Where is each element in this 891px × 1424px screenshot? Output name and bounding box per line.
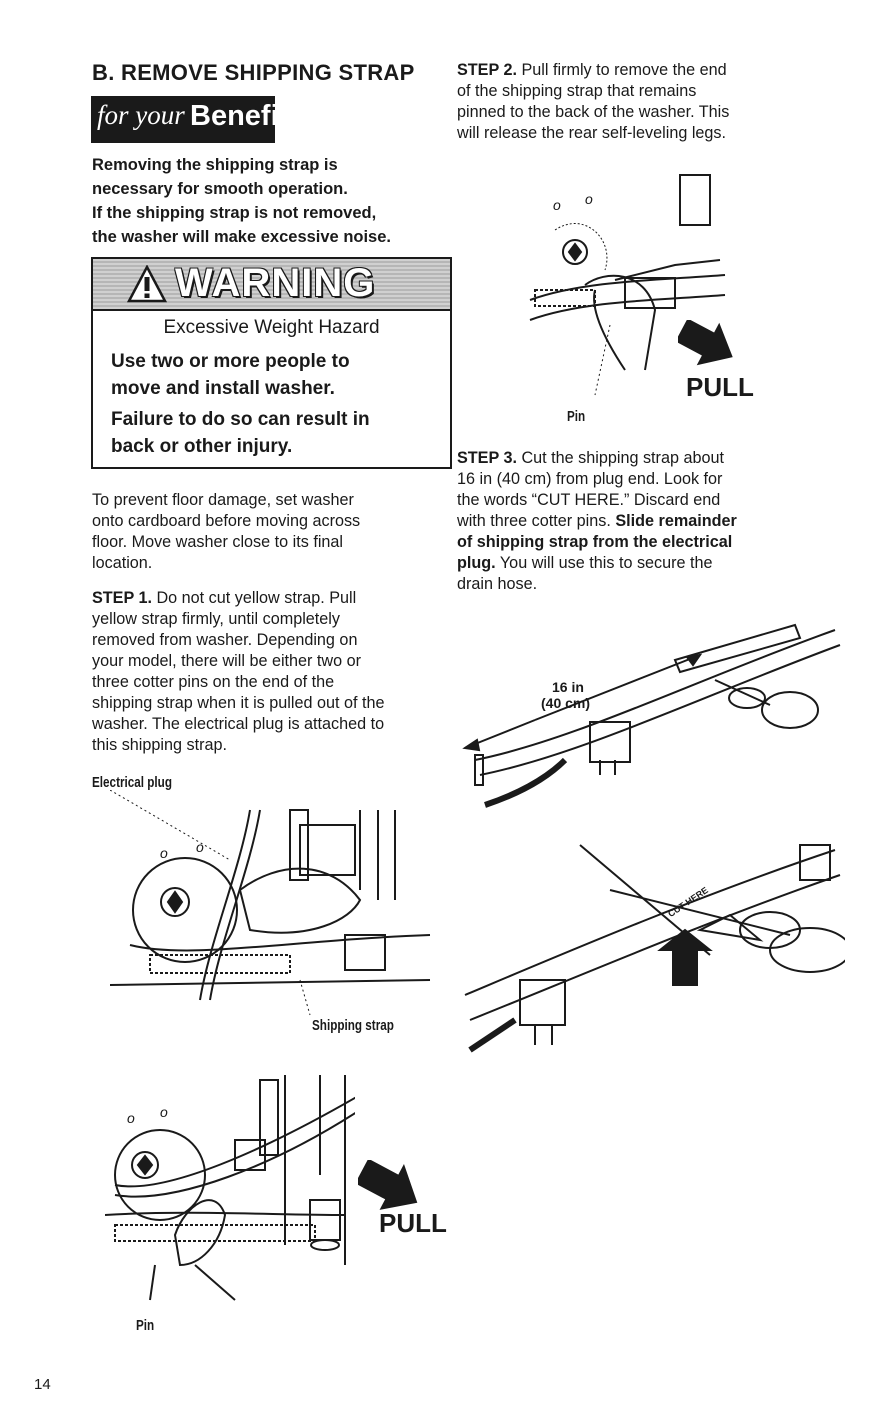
- text-line: Cut the shipping strap about: [516, 449, 724, 467]
- intro-paragraph: [92, 490, 464, 574]
- benefit-underline: [91, 140, 275, 143]
- benefit-word: Benefit: [190, 100, 289, 132]
- step1-paragraph: [92, 588, 464, 756]
- svg-text:o: o: [585, 191, 593, 207]
- text-line: onto cardboard before moving across: [92, 512, 361, 530]
- warning-triangle-icon: [127, 265, 167, 303]
- washer-strap-illustration: [110, 790, 440, 1020]
- benefit-line: necessary for smooth operation.: [92, 180, 348, 198]
- step2-paragraph: [457, 60, 837, 144]
- warning-line: Failure to do so can result in: [111, 409, 370, 430]
- warning-subtitle: Excessive Weight Hazard: [163, 317, 380, 338]
- benefit-line: If the shipping strap is not removed,: [92, 204, 377, 222]
- benefit-line: the washer will make excessive noise.: [92, 228, 391, 246]
- pull-label: PULL: [686, 372, 754, 402]
- step2-label: STEP 2.: [457, 61, 517, 79]
- text-line: of the shipping strap that remains: [457, 82, 697, 100]
- shipping-strap-label: Shipping strap: [312, 1017, 394, 1034]
- text-line: three cotter pins on the end of the: [92, 673, 335, 691]
- svg-text:o: o: [160, 845, 168, 861]
- text-line: removed from washer. Depending on: [92, 631, 358, 649]
- text-line: drain hose.: [457, 575, 538, 593]
- text-line: the words “CUT HERE.” Discard end: [457, 491, 721, 509]
- pin-label: Pin: [567, 408, 586, 425]
- text-line: your model, there will be either two or: [92, 652, 362, 670]
- benefit-prefix: for your: [97, 100, 185, 130]
- text-line: will release the rear self-leveling legs.: [457, 124, 727, 142]
- text-line-bold: Slide remainder: [615, 512, 737, 530]
- pull-arrow-icon: [358, 1160, 428, 1212]
- warning-line: Use two or more people to: [111, 351, 350, 372]
- text-line: washer. The electrical plug is attached to: [92, 715, 385, 733]
- svg-text:o: o: [127, 1110, 135, 1126]
- benefit-line: Removing the shipping strap is: [92, 156, 338, 174]
- text-line: Pull firmly to remove the end: [516, 61, 727, 79]
- text-line: To prevent floor damage, set washer: [92, 491, 354, 509]
- measure-strap-illustration: [455, 610, 845, 820]
- warning-title: WARNING: [175, 261, 376, 305]
- warning-header: [93, 259, 450, 311]
- warning-line: back or other injury.: [111, 436, 293, 457]
- text-line-bold: plug.: [457, 554, 496, 572]
- pin-label: Pin: [136, 1317, 155, 1334]
- text-line: You will use this to secure the: [495, 554, 713, 572]
- section-title: B. REMOVE SHIPPING STRAP: [92, 60, 415, 85]
- text-line: shipping strap when it is pulled out of the: [92, 694, 385, 712]
- pull-label: PULL: [379, 1208, 447, 1238]
- text-line-bold: of shipping strap from the electrical: [457, 533, 733, 551]
- text-line: Do not cut yellow strap. Pull: [151, 589, 357, 607]
- electrical-plug-label: Electrical plug: [92, 774, 172, 791]
- rear-strap-illustration: [525, 170, 755, 405]
- text-line: pinned to the back of the washer. This: [457, 103, 730, 121]
- text-line: this shipping strap.: [92, 736, 227, 754]
- svg-text:o: o: [196, 839, 204, 855]
- text-line: floor. Move washer close to its final: [92, 533, 344, 551]
- svg-text:o: o: [553, 197, 561, 213]
- step3-paragraph: [457, 448, 837, 595]
- page-number: 14: [34, 1376, 51, 1393]
- text-line: location.: [92, 554, 153, 572]
- step1-label: STEP 1.: [92, 589, 152, 607]
- text-line: with three cotter pins.: [457, 512, 616, 530]
- step3-label: STEP 3.: [457, 449, 517, 467]
- pull-strap-illustration: [105, 1065, 355, 1305]
- warning-line: move and install washer.: [111, 378, 335, 399]
- text-line: 16 in (40 cm) from plug end. Look for: [457, 470, 723, 488]
- cut-strap-illustration: [460, 835, 845, 1055]
- benefit-text: [92, 153, 462, 249]
- svg-text:o: o: [160, 1104, 168, 1120]
- text-line: yellow strap firmly, until completely: [92, 610, 340, 628]
- measure-in-label: 16 in: [552, 679, 584, 695]
- cut-here-label: CUT HERE: [666, 884, 710, 920]
- measure-cm-label: (40 cm): [541, 695, 591, 711]
- pull-arrow-icon: [678, 320, 740, 368]
- warning-box: [91, 257, 452, 469]
- benefit-banner: [91, 96, 289, 143]
